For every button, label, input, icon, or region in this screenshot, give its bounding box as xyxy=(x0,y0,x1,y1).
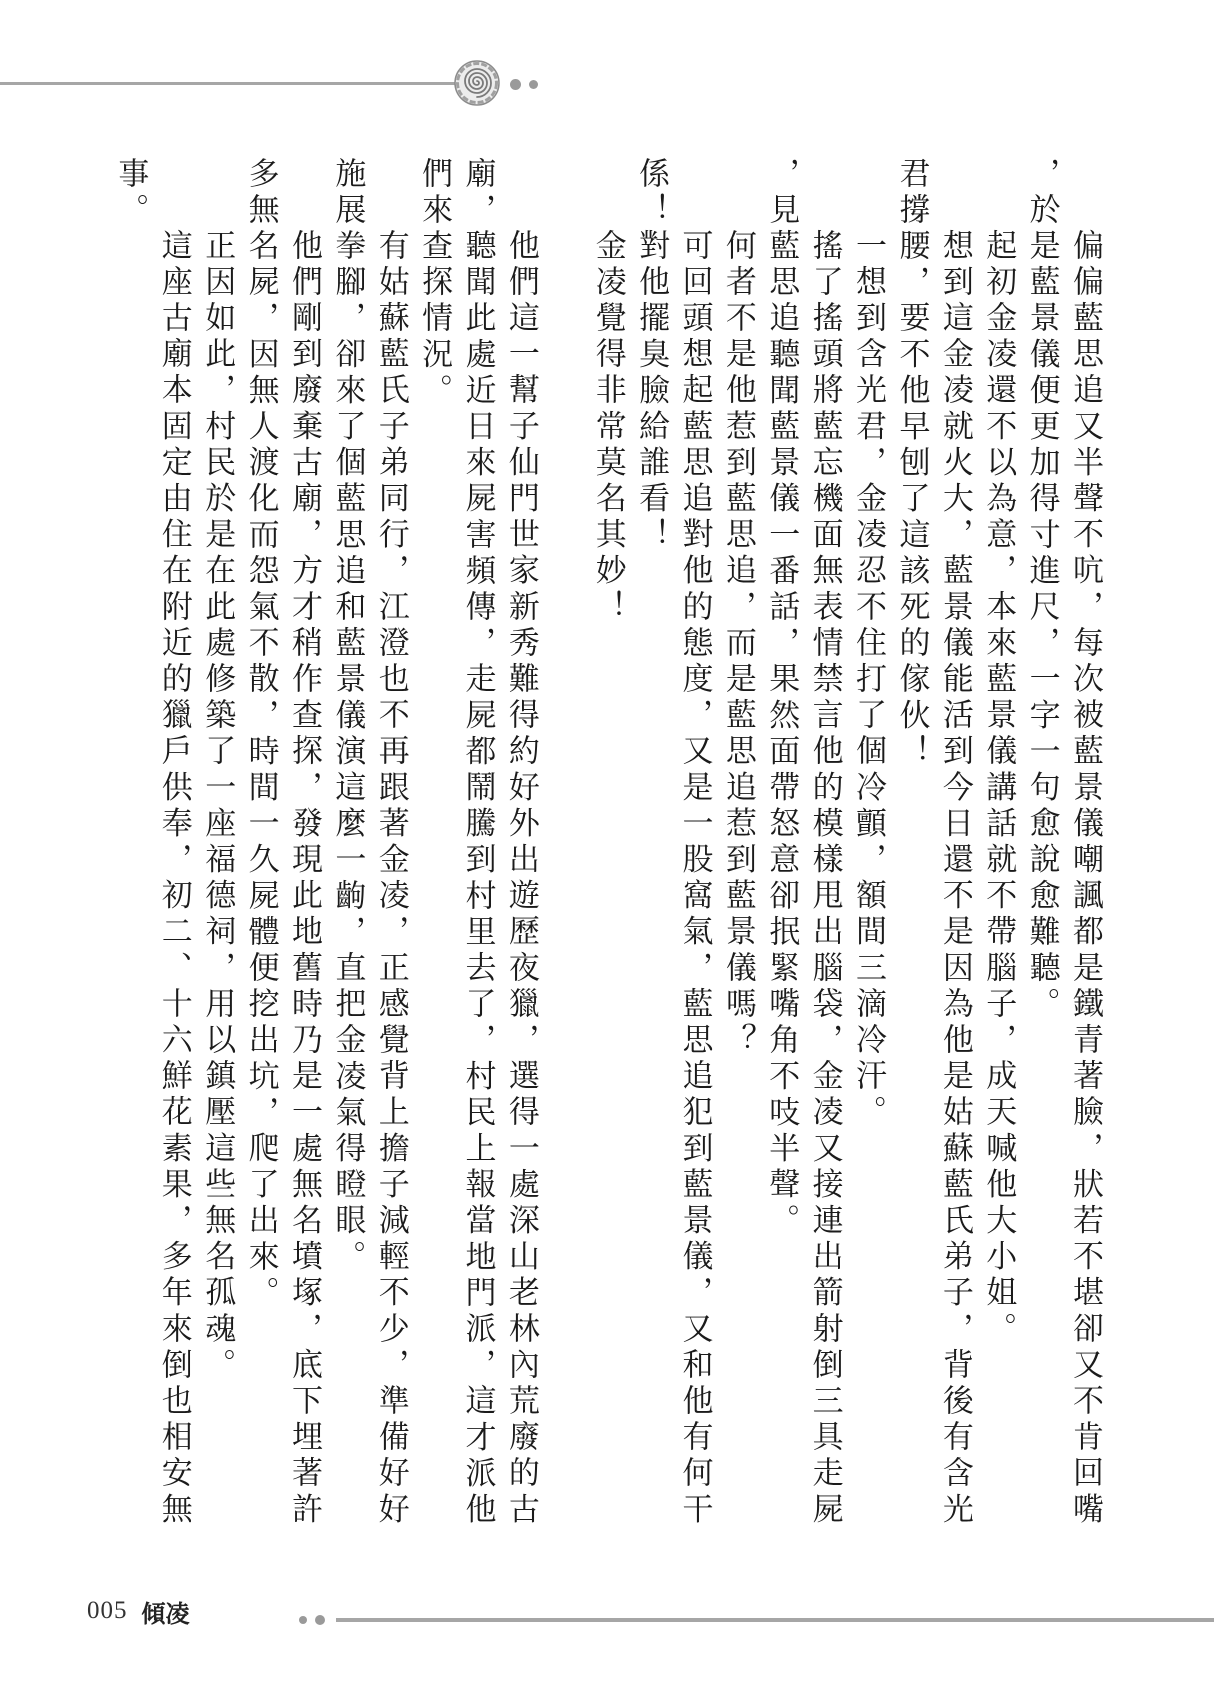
text-line: 可回頭想起藍思追對他的態度，又是一股窩氣，藍思追犯到藍景儀，又和他有何干 xyxy=(676,229,713,1529)
text-line: 廟，聽聞此處近日來屍害頻傳，走屍都鬧騰到村里去了，村民上報當地門派，這才派他 xyxy=(459,157,496,1529)
paragraph xyxy=(108,157,195,1537)
rose-ornament-icon xyxy=(453,59,501,107)
text-line: 有姑蘇藍氏子弟同行，江澄也不再跟著金凌，正感覺背上擔子減輕不少，準備好好 xyxy=(372,229,409,1529)
paragraph xyxy=(889,157,976,1537)
text-line: ，於是藍景儀便更加得寸進尺，一字一句愈說愈難聽。 xyxy=(1023,157,1060,1024)
body-text xyxy=(108,157,1106,1537)
text-line: 他們剛到廢棄古廟，方才稍作查探，發現此地舊時乃是一處無名墳塚，底下埋著許 xyxy=(285,229,322,1529)
text-line: 金凌覺得非常莫名其妙！ xyxy=(589,229,626,627)
text-section xyxy=(585,157,1106,1537)
text-line: 他們這一幫子仙門世家新秀難得約好外出遊歷夜獵，選得一處深山老林內荒廢的古 xyxy=(502,229,539,1529)
paragraph xyxy=(1019,157,1106,1537)
header-rule xyxy=(0,82,455,85)
text-line: 正因如此，村民於是在此處修築了一座福德祠，用以鎮壓這些無名孤魂。 xyxy=(199,229,236,1385)
ornament-dot xyxy=(299,1616,307,1624)
paragraph xyxy=(238,157,325,1537)
text-section xyxy=(108,157,542,1537)
paragraph xyxy=(629,157,716,1537)
paragraph xyxy=(759,157,846,1537)
paragraph xyxy=(585,157,628,1537)
text-line: 起初金凌還不以為意，本來藍景儀講話就不帶腦子，成天喊他大小姐。 xyxy=(980,229,1017,1349)
text-line: 係！對他擺臭臉給誰看！ xyxy=(633,157,670,555)
text-line: 多無名屍，因無人渡化而怨氣不散，時間一久屍體便挖出坑，爬了出來。 xyxy=(242,157,279,1313)
paragraph xyxy=(846,157,889,1537)
text-line: 這座古廟本固定由住在附近的獵戶供奉，初二、十六鮮花素果，多年來倒也相安無 xyxy=(155,229,192,1529)
page-number: 005 xyxy=(87,1597,128,1624)
text-line: 何者不是他惹到藍思追，而是藍思追惹到藍景儀嗎？ xyxy=(719,229,756,1060)
paragraph xyxy=(412,157,542,1537)
running-title: 傾凌 xyxy=(141,1598,190,1628)
ornament-dot xyxy=(510,79,521,90)
text-line: 事。 xyxy=(112,157,149,230)
page-footer xyxy=(87,1596,190,1626)
footer-rule xyxy=(336,1618,1214,1622)
text-line: 想到這金凌就火大，藍景儀能活到今日還不是因為他是姑蘇藍氏弟子，背後有含光 xyxy=(936,229,973,1529)
paragraph xyxy=(976,157,1019,1537)
text-line: 君撐腰，要不他早刨了這該死的傢伙！ xyxy=(893,157,930,771)
text-line: 偏偏藍思追又半聲不吭，每次被藍景儀嘲諷都是鐵青著臉，狀若不堪卻又不肯回嘴 xyxy=(1067,229,1103,1529)
section-break xyxy=(542,157,585,1537)
text-line: 搖了搖頭將藍忘機面無表情禁言他的模樣甩出腦袋，金凌又接連出箭射倒三具走屍 xyxy=(806,229,843,1529)
paragraph xyxy=(325,157,412,1537)
text-line: 施展拳腳，卻來了個藍思追和藍景儀演這麼一齣，直把金凌氣得瞪眼。 xyxy=(329,157,366,1277)
ornament-dot xyxy=(529,80,538,89)
text-line: 們來查探情況。 xyxy=(416,157,453,410)
ornament-dot xyxy=(315,1615,325,1625)
paragraph xyxy=(195,157,238,1537)
paragraph xyxy=(715,157,758,1537)
text-line: 一想到含光君，金凌忍不住打了個冷顫，額間三滴冷汗。 xyxy=(850,229,887,1132)
text-line: ，見藍思追聽聞藍景儀一番話，果然面帶怒意卻抿緊嘴角不吱半聲。 xyxy=(763,157,800,1240)
